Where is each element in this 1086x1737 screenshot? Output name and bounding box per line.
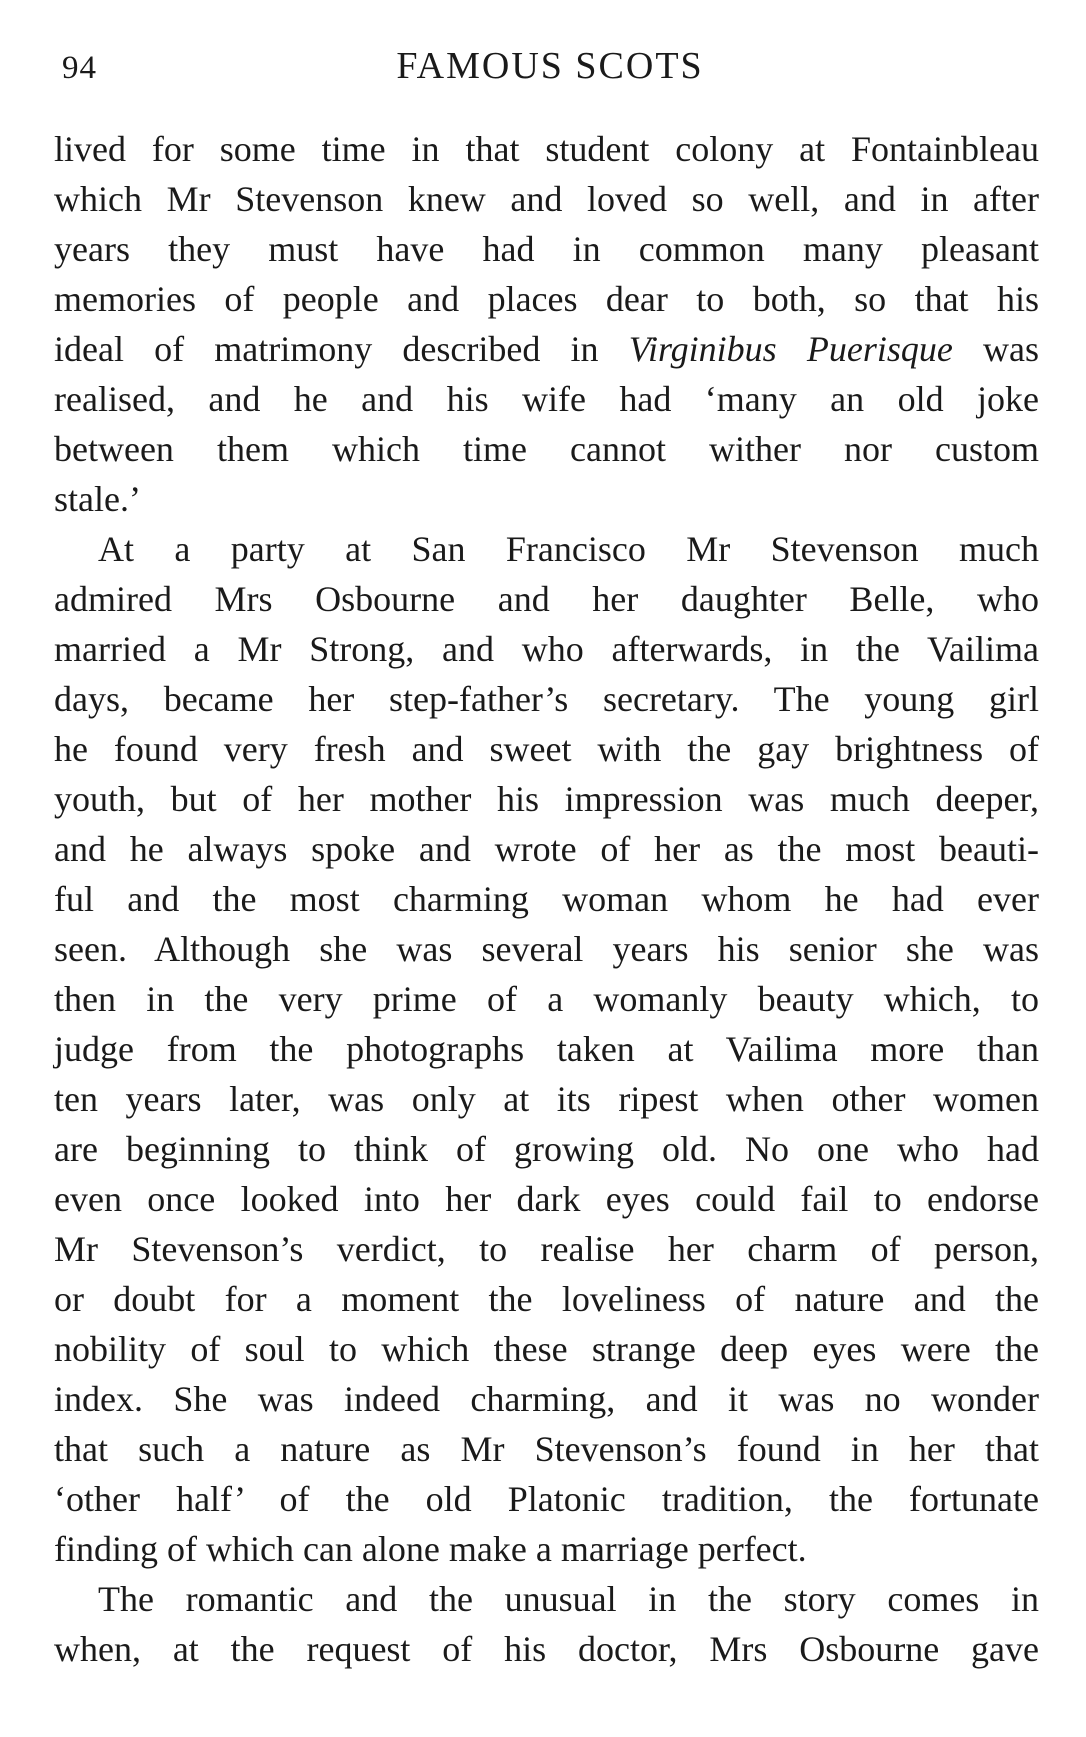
paragraph-first-line: The romantic and the unusual in the story comes in	[98, 1579, 1039, 1619]
text-line: ten years later, was only at its ripest when other women	[54, 1079, 1039, 1119]
text-line: ‘other half’ of the old Platonic tradition, the fortunate	[54, 1479, 1039, 1519]
text-line: Mr Stevenson’s verdict, to realise her charm of person,	[54, 1229, 1039, 1269]
text-line: married a Mr Strong, and who afterwards, in the Vailima	[54, 629, 1039, 669]
text-line: that such a nature as Mr Stevenson’s found in her that	[54, 1429, 1039, 1469]
body-text	[54, 124, 1039, 1674]
text-line: days, became her step-father’s secretary. The young girl	[54, 679, 1039, 719]
page-header	[60, 44, 1040, 94]
text-line: index. She was indeed charming, and it was no wonder	[54, 1379, 1039, 1419]
text-line: or doubt for a moment the loveliness of nature and the	[54, 1279, 1039, 1319]
text-line: admired Mrs Osbourne and her daughter Belle, who	[54, 579, 1039, 619]
text-line: realised, and he and his wife had ‘many an old joke	[54, 379, 1039, 419]
text-line: between them which time cannot wither nor custom	[54, 429, 1039, 469]
text-line	[54, 324, 1039, 374]
text-line: and he always spoke and wrote of her as the most beauti-	[54, 829, 1039, 869]
text-fragment: ideal of matrimony described in	[54, 329, 629, 369]
text-line: seen. Although she was several years his senior she was	[54, 929, 1039, 969]
page-number: 94	[62, 50, 97, 86]
text-line: which Mr Stevenson knew and loved so well, and in after	[54, 179, 1039, 219]
text-line: lived for some time in that student colony at Fontainbleau	[54, 129, 1039, 169]
text-line: nobility of soul to which these strange deep eyes were the	[54, 1329, 1039, 1369]
running-title: FAMOUS SCOTS	[396, 45, 704, 87]
text-line: even once looked into her dark eyes could fail to endorse	[54, 1179, 1039, 1219]
text-line: judge from the photographs taken at Vailima more than	[54, 1029, 1039, 1069]
text-line: ful and the most charming woman whom he had ever	[54, 879, 1039, 919]
text-line: youth, but of her mother his impression was much deeper,	[54, 779, 1039, 819]
text-line: are beginning to think of growing old. No one who had	[54, 1129, 1039, 1169]
paragraph-first-line: At a party at San Francisco Mr Stevenson much	[98, 529, 1039, 569]
text-line: years they must have had in common many pleasant	[54, 229, 1039, 269]
text-line: when, at the request of his doctor, Mrs Osbourne gave	[54, 1629, 1039, 1669]
text-line: he found very fresh and sweet with the gay brightness of	[54, 729, 1039, 769]
text-line: memories of people and places dear to both, so that his	[54, 279, 1039, 319]
text-line: finding of which can alone make a marriage perfect.	[54, 1529, 807, 1569]
text-line: stale.’	[54, 479, 141, 519]
text-fragment: was	[952, 329, 1039, 369]
text-line: then in the very prime of a womanly beauty which, to	[54, 979, 1039, 1019]
book-title: Virginibus Puerisque	[628, 329, 953, 369]
